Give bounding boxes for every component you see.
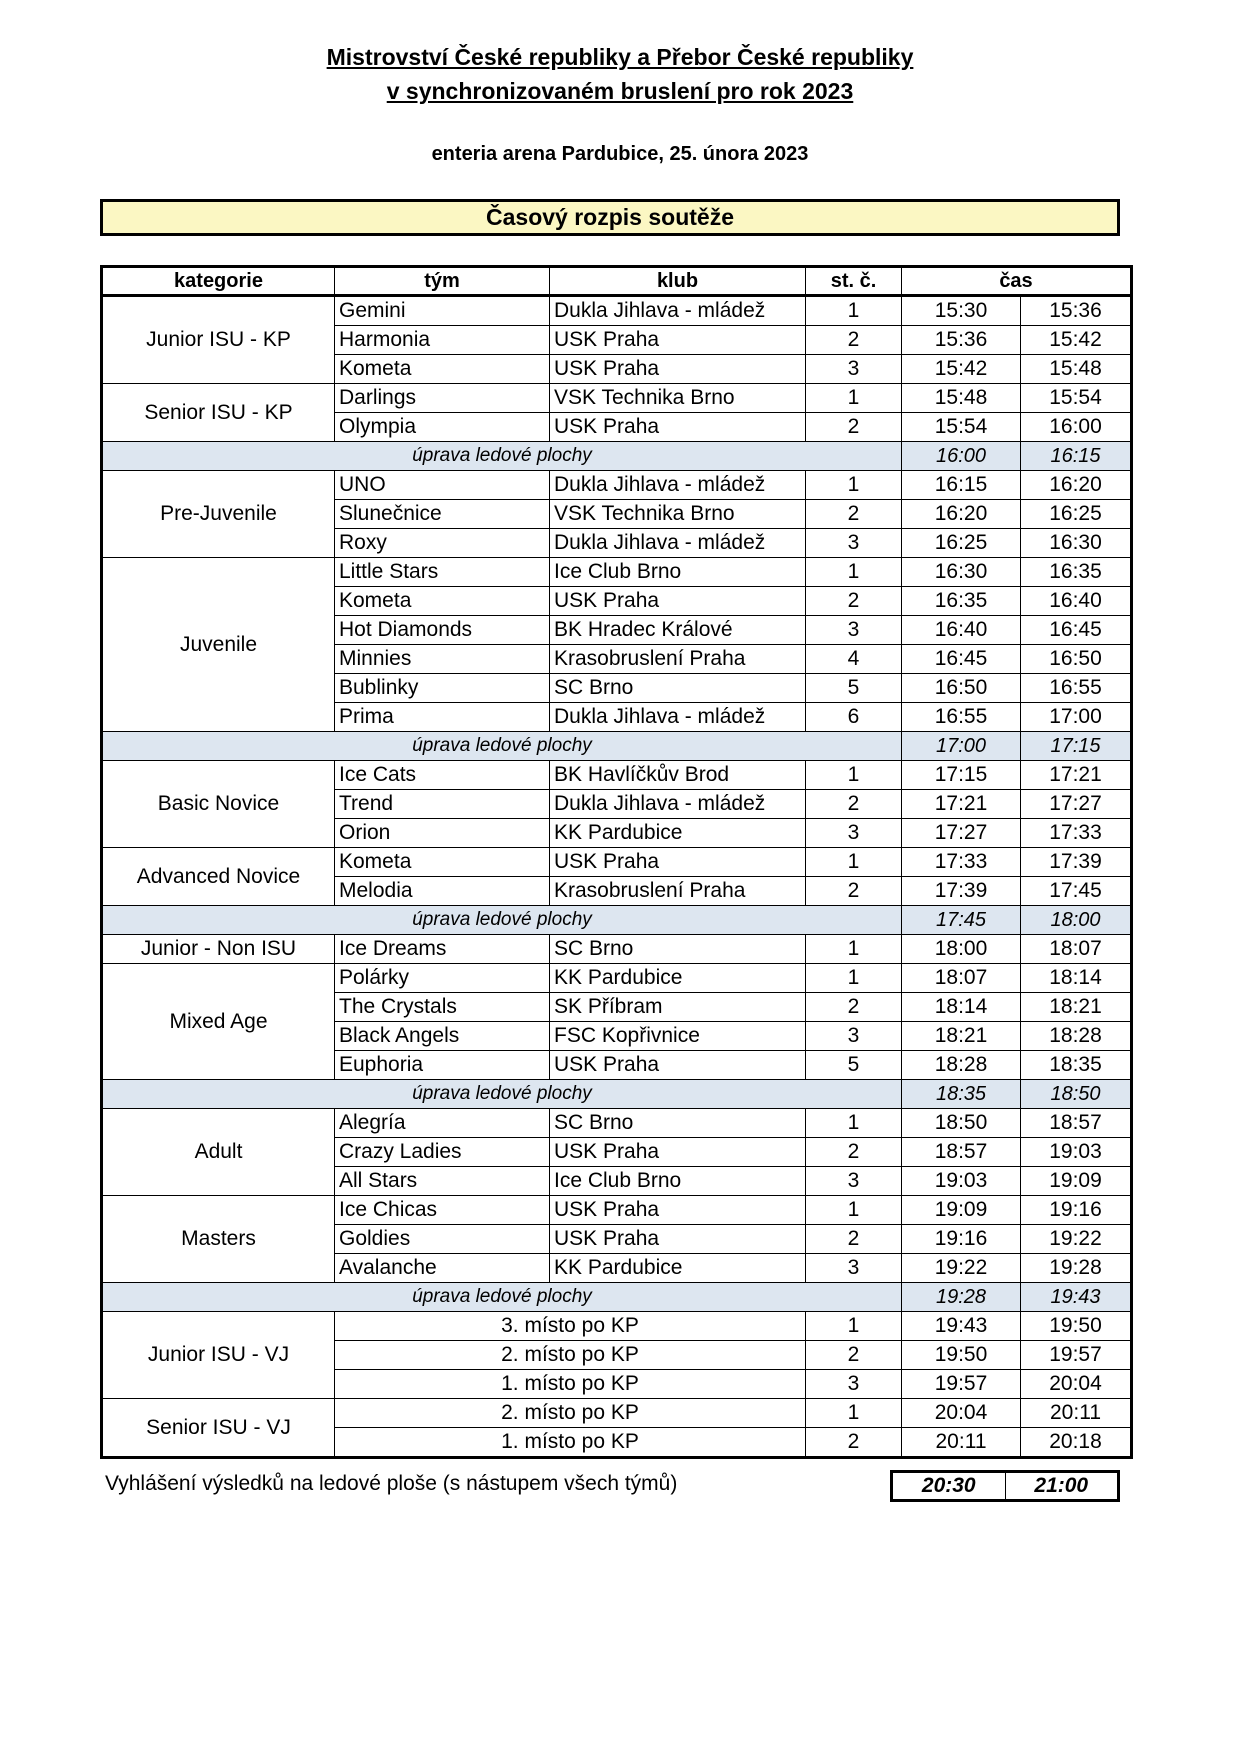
start-time-cell: 19:50 [902,1341,1021,1370]
club-cell: SK Příbram [550,993,806,1022]
break-end-time: 19:43 [1021,1283,1132,1312]
category-cell: Junior - Non ISU [102,935,335,964]
order-cell: 1 [806,384,902,413]
document-title-line2: v synchronizovaném bruslení pro rok 2023 [386,78,854,104]
end-time-cell: 20:11 [1021,1399,1132,1428]
team-cell: Melodia [335,877,550,906]
end-time-cell: 19:16 [1021,1196,1132,1225]
start-time-cell: 17:33 [902,848,1021,877]
order-cell: 1 [806,761,902,790]
end-time-cell: 15:42 [1021,326,1132,355]
end-time-cell: 20:18 [1021,1428,1132,1458]
start-time-cell: 19:43 [902,1312,1021,1341]
ice-resurfacing-row [102,442,1132,471]
order-cell: 1 [806,296,902,326]
header-order: st. č. [806,267,902,296]
start-time-cell: 19:22 [902,1254,1021,1283]
ice-resurfacing-row [102,1080,1132,1109]
end-time-cell: 18:14 [1021,964,1132,993]
order-cell: 1 [806,935,902,964]
start-time-cell: 15:54 [902,413,1021,442]
end-time-cell: 18:35 [1021,1051,1132,1080]
team-cell: Orion [335,819,550,848]
team-cell: Crazy Ladies [335,1138,550,1167]
category-cell: Senior ISU - KP [102,384,335,442]
team-cell: All Stars [335,1167,550,1196]
end-time-cell: 16:35 [1021,558,1132,587]
category-cell: Adult [102,1109,335,1196]
order-cell: 3 [806,1254,902,1283]
end-time-cell: 17:33 [1021,819,1132,848]
order-cell: 2 [806,413,902,442]
start-time-cell: 18:07 [902,964,1021,993]
ice-resurfacing-label: úprava ledové plochy [102,906,902,935]
break-start-time: 17:00 [902,732,1021,761]
club-cell: USK Praha [550,1138,806,1167]
end-time-cell: 15:36 [1021,296,1132,326]
break-end-time: 18:50 [1021,1080,1132,1109]
placement-cell: 3. místo po KP [335,1312,806,1341]
order-cell: 2 [806,1428,902,1458]
team-cell: Minnies [335,645,550,674]
category-cell: Pre-Juvenile [102,471,335,558]
table-row [102,384,1132,413]
ice-resurfacing-label: úprava ledové plochy [102,442,902,471]
start-time-cell: 16:20 [902,500,1021,529]
club-cell: SC Brno [550,935,806,964]
break-start-time: 17:45 [902,906,1021,935]
club-cell: Dukla Jihlava - mládež [550,529,806,558]
table-row [102,935,1132,964]
club-cell: Krasobruslení Praha [550,877,806,906]
order-cell: 5 [806,1051,902,1080]
placement-cell: 1. místo po KP [335,1428,806,1458]
team-cell: Slunečnice [335,500,550,529]
ice-resurfacing-row [102,732,1132,761]
venue-date: enteria arena Pardubice, 25. února 2023 [431,143,809,165]
awards-end-time: 21:00 [1005,1473,1118,1499]
team-cell: Euphoria [335,1051,550,1080]
end-time-cell: 15:54 [1021,384,1132,413]
club-cell: FSC Kopřivnice [550,1022,806,1051]
end-time-cell: 17:39 [1021,848,1132,877]
start-time-cell: 16:25 [902,529,1021,558]
club-cell: USK Praha [550,326,806,355]
start-time-cell: 16:40 [902,616,1021,645]
ice-resurfacing-label: úprava ledové plochy [102,1080,902,1109]
club-cell: USK Praha [550,1196,806,1225]
end-time-cell: 17:45 [1021,877,1132,906]
team-cell: Kometa [335,355,550,384]
table-row [102,296,1132,326]
team-cell: Hot Diamonds [335,616,550,645]
end-time-cell: 19:22 [1021,1225,1132,1254]
club-cell: USK Praha [550,1225,806,1254]
start-time-cell: 16:30 [902,558,1021,587]
club-cell: SC Brno [550,674,806,703]
order-cell: 1 [806,558,902,587]
end-time-cell: 15:48 [1021,355,1132,384]
end-time-cell: 19:03 [1021,1138,1132,1167]
team-cell: Olympia [335,413,550,442]
start-time-cell: 15:42 [902,355,1021,384]
table-row [102,1312,1132,1341]
order-cell: 2 [806,1225,902,1254]
club-cell: VSK Technika Brno [550,500,806,529]
table-row [102,1399,1132,1428]
end-time-cell: 19:28 [1021,1254,1132,1283]
team-cell: Avalanche [335,1254,550,1283]
ice-resurfacing-row [102,1283,1132,1312]
team-cell: Black Angels [335,1022,550,1051]
order-cell: 3 [806,355,902,384]
start-time-cell: 19:16 [902,1225,1021,1254]
end-time-cell: 17:00 [1021,703,1132,732]
category-cell: Senior ISU - VJ [102,1399,335,1458]
team-cell: Trend [335,790,550,819]
start-time-cell: 17:21 [902,790,1021,819]
end-time-cell: 19:50 [1021,1312,1132,1341]
start-time-cell: 15:48 [902,384,1021,413]
club-cell: Dukla Jihlava - mládež [550,296,806,326]
club-cell: KK Pardubice [550,819,806,848]
schedule-body [102,296,1132,1458]
order-cell: 1 [806,848,902,877]
placement-cell: 2. místo po KP [335,1399,806,1428]
start-time-cell: 18:28 [902,1051,1021,1080]
club-cell: BK Hradec Králové [550,616,806,645]
end-time-cell: 16:30 [1021,529,1132,558]
team-cell: Polárky [335,964,550,993]
order-cell: 4 [806,645,902,674]
start-time-cell: 16:50 [902,674,1021,703]
team-cell: Ice Dreams [335,935,550,964]
order-cell: 3 [806,1167,902,1196]
team-cell: Harmonia [335,326,550,355]
category-cell: Mixed Age [102,964,335,1080]
order-cell: 2 [806,1341,902,1370]
team-cell: Kometa [335,848,550,877]
club-cell: USK Praha [550,587,806,616]
end-time-cell: 18:07 [1021,935,1132,964]
end-time-cell: 16:40 [1021,587,1132,616]
start-time-cell: 16:55 [902,703,1021,732]
club-cell: Dukla Jihlava - mládež [550,703,806,732]
team-cell: Little Stars [335,558,550,587]
table-row [102,1196,1132,1225]
order-cell: 2 [806,993,902,1022]
start-time-cell: 20:04 [902,1399,1021,1428]
category-cell: Junior ISU - VJ [102,1312,335,1399]
start-time-cell: 19:57 [902,1370,1021,1399]
end-time-cell: 19:09 [1021,1167,1132,1196]
ice-resurfacing-row [102,906,1132,935]
order-cell: 3 [806,616,902,645]
end-time-cell: 20:04 [1021,1370,1132,1399]
order-cell: 1 [806,1109,902,1138]
table-row [102,558,1132,587]
club-cell: BK Havlíčkův Brod [550,761,806,790]
header-team: tým [335,267,550,296]
end-time-cell: 18:21 [1021,993,1132,1022]
start-time-cell: 18:14 [902,993,1021,1022]
category-cell: Juvenile [102,558,335,732]
header-category: kategorie [102,267,335,296]
schedule-banner: Časový rozpis soutěže [100,199,1120,236]
awards-start-time: 20:30 [921,1474,976,1497]
order-cell: 5 [806,674,902,703]
category-cell: Advanced Novice [102,848,335,906]
order-cell: 1 [806,1399,902,1428]
club-cell: USK Praha [550,1051,806,1080]
order-cell: 2 [806,877,902,906]
club-cell: KK Pardubice [550,964,806,993]
start-time-cell: 15:30 [902,296,1021,326]
order-cell: 1 [806,1196,902,1225]
table-row [102,471,1132,500]
start-time-cell: 18:50 [902,1109,1021,1138]
club-cell: VSK Technika Brno [550,384,806,413]
club-cell: Ice Club Brno [550,558,806,587]
club-cell: USK Praha [550,355,806,384]
placement-cell: 1. místo po KP [335,1370,806,1399]
start-time-cell: 18:57 [902,1138,1021,1167]
awards-ceremony-text: Vyhlášení výsledků na ledové ploše (s nástupem všech týmů) [105,1472,678,1495]
end-time-cell: 18:28 [1021,1022,1132,1051]
start-time-cell: 16:35 [902,587,1021,616]
team-cell: UNO [335,471,550,500]
start-time-cell: 19:03 [902,1167,1021,1196]
team-cell: Roxy [335,529,550,558]
club-cell: USK Praha [550,848,806,877]
placement-cell: 2. místo po KP [335,1341,806,1370]
order-cell: 3 [806,1370,902,1399]
header-club: klub [550,267,806,296]
ice-resurfacing-label: úprava ledové plochy [102,1283,902,1312]
team-cell: Alegría [335,1109,550,1138]
start-time-cell: 16:45 [902,645,1021,674]
start-time-cell: 16:15 [902,471,1021,500]
order-cell: 2 [806,326,902,355]
team-cell: The Crystals [335,993,550,1022]
end-time-cell: 16:00 [1021,413,1132,442]
club-cell: SC Brno [550,1109,806,1138]
start-time-cell: 17:39 [902,877,1021,906]
club-cell: Krasobruslení Praha [550,645,806,674]
break-end-time: 16:15 [1021,442,1132,471]
break-start-time: 16:00 [902,442,1021,471]
end-time-cell: 16:25 [1021,500,1132,529]
table-row [102,761,1132,790]
order-cell: 1 [806,964,902,993]
start-time-cell: 18:00 [902,935,1021,964]
start-time-cell: 19:09 [902,1196,1021,1225]
start-time-cell: 18:21 [902,1022,1021,1051]
table-row [102,848,1132,877]
order-cell: 1 [806,1312,902,1341]
team-cell: Kometa [335,587,550,616]
team-cell: Gemini [335,296,550,326]
awards-ceremony-times [890,1470,1120,1502]
club-cell: Ice Club Brno [550,1167,806,1196]
club-cell: KK Pardubice [550,1254,806,1283]
table-row [102,964,1132,993]
end-time-cell: 16:45 [1021,616,1132,645]
document-title-line1: Mistrovství České republiky a Přebor České republiky [326,44,914,70]
club-cell: Dukla Jihlava - mládež [550,790,806,819]
order-cell: 2 [806,790,902,819]
end-time-cell: 16:50 [1021,645,1132,674]
ice-resurfacing-label: úprava ledové plochy [102,732,902,761]
team-cell: Ice Chicas [335,1196,550,1225]
start-time-cell: 20:11 [902,1428,1021,1458]
club-cell: USK Praha [550,413,806,442]
category-cell: Basic Novice [102,761,335,848]
team-cell: Darlings [335,384,550,413]
order-cell: 3 [806,819,902,848]
table-header-row [102,267,1132,296]
end-time-cell: 16:55 [1021,674,1132,703]
order-cell: 3 [806,1022,902,1051]
team-cell: Goldies [335,1225,550,1254]
order-cell: 2 [806,500,902,529]
team-cell: Bublinky [335,674,550,703]
end-time-cell: 16:20 [1021,471,1132,500]
break-start-time: 19:28 [902,1283,1021,1312]
header-time: čas [902,267,1132,296]
category-cell: Masters [102,1196,335,1283]
start-time-cell: 15:36 [902,326,1021,355]
order-cell: 2 [806,587,902,616]
order-cell: 6 [806,703,902,732]
start-time-cell: 17:15 [902,761,1021,790]
team-cell: Prima [335,703,550,732]
order-cell: 3 [806,529,902,558]
end-time-cell: 18:57 [1021,1109,1132,1138]
end-time-cell: 17:27 [1021,790,1132,819]
order-cell: 1 [806,471,902,500]
team-cell: Ice Cats [335,761,550,790]
order-cell: 2 [806,1138,902,1167]
end-time-cell: 19:57 [1021,1341,1132,1370]
category-cell: Junior ISU - KP [102,296,335,384]
end-time-cell: 17:21 [1021,761,1132,790]
break-end-time: 18:00 [1021,906,1132,935]
break-start-time: 18:35 [902,1080,1021,1109]
club-cell: Dukla Jihlava - mládež [550,471,806,500]
schedule-table [100,265,1133,1459]
start-time-cell: 17:27 [902,819,1021,848]
break-end-time: 17:15 [1021,732,1132,761]
table-row [102,1109,1132,1138]
